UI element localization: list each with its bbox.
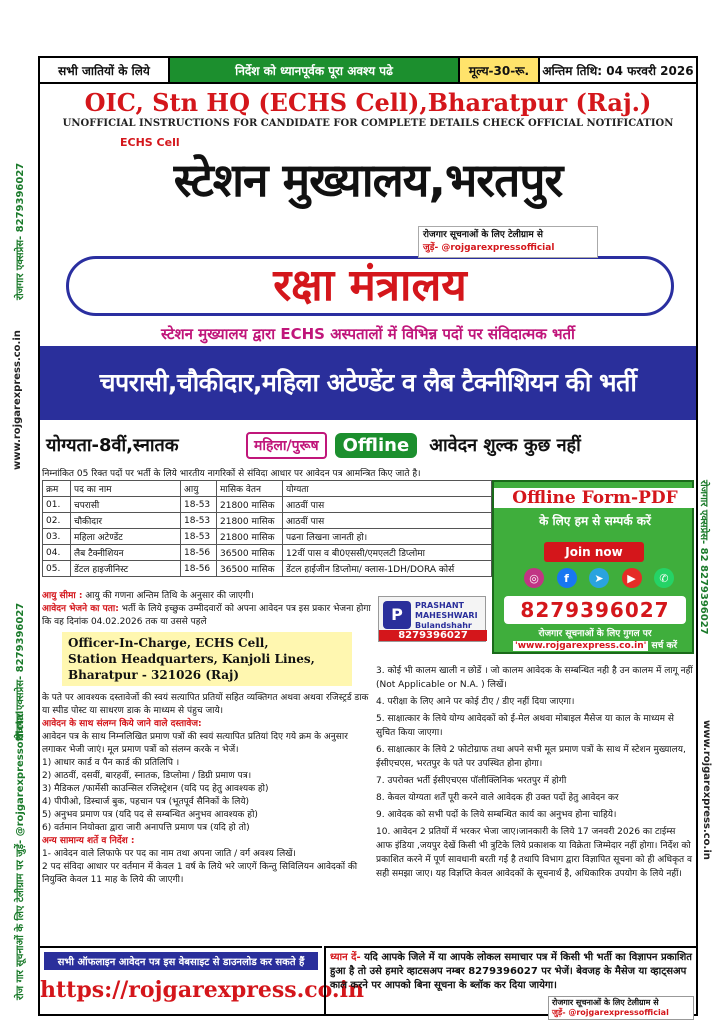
publisher-logo	[378, 596, 486, 642]
notice-label: ध्यान दें-	[330, 952, 361, 963]
fee-label: आवेदन शुल्क कुछ नहीं	[429, 435, 581, 456]
table-cell: 05.	[43, 561, 71, 577]
rule-item: 5. साक्षात्कार के लिये योग्य आवेदकों को ई-मेल अथवा मोबाइल मैसेज या काल के माध्यम से सुचित किया जाएगा।	[376, 714, 674, 738]
side-text-left-1: रोजगार एक्सप्रेस- 8279396027	[15, 162, 26, 300]
logo-mark-icon: P	[383, 601, 411, 629]
address-line-3: Bharatpur - 321026 (Raj)	[68, 668, 240, 682]
age-text: आयु की गणना अन्तिम तिथि के अनुसार की जाएगी।	[85, 591, 254, 601]
side-text-left-3: रोजगार एक्सप्रेस- 8279396027	[15, 602, 26, 740]
table-cell: आठवीं पास	[283, 497, 492, 513]
recruitment-subline: स्टेशन मुख्यालय द्वारा ECHS अस्पतालों में विभिन्न पदों पर संविदात्मक भर्ती	[161, 325, 575, 343]
address-line-1: Officer-In-Charge, ECHS Cell,	[68, 636, 269, 650]
send-label: आवेदन भेजने का पता:	[42, 604, 119, 614]
telegram-note	[418, 226, 598, 258]
table-row	[43, 545, 492, 561]
rule-item: 4. परीक्षा के लिए आने पर कोई टीए / डीए नहीं दिया जाएगा।	[376, 697, 575, 707]
th-age: आयु	[181, 481, 217, 497]
footer-telegram-line-1: रोजगार सूचनाओं के लिए टेलीग्राम से	[552, 998, 659, 1007]
th-salary: मासिक वेतन	[217, 481, 283, 497]
instagram-icon[interactable]: ◎	[524, 568, 544, 588]
footer-telegram-note	[548, 996, 694, 1020]
postal-address	[62, 632, 352, 686]
facebook-icon[interactable]: f	[557, 568, 577, 588]
application-info	[42, 590, 372, 629]
offline-form-sub: के लिए हम से सम्पर्क करें	[539, 514, 651, 528]
rule-item: 8. केवल योग्यता शर्तें पूरी करने वाले आवेदक ही उक्त पदों हेतु आवेदन कर	[376, 793, 619, 803]
rule-item: 2 पद संविदा आधार पर वर्तमान में केवल 1 वर्ष के लिये भरे जाएगें किन्तु सिविलियन आवेदकों की नियुक्ति केवल 11 माह के लिये की जाएगी।	[42, 862, 358, 885]
qualification-label: योग्यता-8वीं,स्नातक	[46, 435, 179, 456]
vacancy-table	[42, 480, 492, 577]
instruction-label: निर्देश को ध्यानपूर्वक पूरा अवश्य पढे	[170, 58, 460, 82]
table-cell: 01.	[43, 497, 71, 513]
table-cell: 36500 मासिक	[217, 561, 283, 577]
footer-telegram-line-2: जुड़ें- @rojgarexpressofficial	[552, 1008, 669, 1017]
side-text-right-2: www.rojgarexpress.co.in	[701, 720, 712, 860]
notice-text: यदि आपके जिले में या आपके लोकल समाचार पत्र में किसी भी भर्ती का विज्ञापन प्रकाशित हुआ है तो उसे हमारे व्हाटसअप नम्बर 8279396027 पर भेजें। बेवजह के मैसेज या व्हाट्सअप काल करने पर आपको बिना सूचना के ब्लॉक कर दिया जायेगा।	[330, 952, 693, 991]
table-row	[43, 513, 492, 529]
offline-form-title: Offline Form-PDF	[494, 488, 696, 508]
doc-item: 2) आठवीं, दसवीं, बारहवीं, स्नातक, डिप्लोमा / डिग्री प्रमाण पत्र।	[42, 771, 252, 781]
google-line: रोजगार सूचनाओं के लिए गुगल पर	[538, 629, 652, 639]
th-post: पद का नाम	[71, 481, 181, 497]
offline-form-box	[492, 480, 694, 654]
side-text-left-4: रोज गार सूचनाओं के लिए टेलीग्राम पर जुड़ें- @rojgarexpressofficial	[15, 710, 26, 1000]
table-cell: लैब टैक्नीशियन	[71, 545, 181, 561]
table-cell: 18-56	[181, 561, 217, 577]
price-label: मूल्य-30-रू.	[460, 58, 540, 82]
general-rules	[376, 664, 694, 884]
telegram-icon[interactable]: ➤	[589, 568, 609, 588]
social-icons	[524, 568, 674, 588]
doc-item: 3) मैडिकल /फार्मेसी काउन्सिल रजिस्ट्रेशन (यदि पद हेतु आवश्यक हो)	[42, 784, 269, 794]
mode-badge: Offline	[335, 433, 418, 458]
whatsapp-icon[interactable]: ✆	[654, 568, 674, 588]
intro-text: निम्नांकित 05 रिक्त पदों पर भर्ती के लिये भारतीय नागरिकों से संविदा आधार पर आवेदन पत्र आमन्त्रित किए जाते है।	[42, 469, 421, 479]
telegram-line-1: रोजगार सूचनाओं के लिए टेलीग्राम से	[423, 230, 543, 240]
last-date-label: अन्तिम तिथि: 04 फरवरी 2026	[542, 63, 694, 78]
posts-banner: चपरासी,चौकीदार,महिला अटेण्डेंट व लैब टैक्नीशियन की भर्ती	[40, 346, 696, 420]
table-cell: 18-53	[181, 529, 217, 545]
rule-item: 3. कोई भी कालम खाली न छोडें । जो कालम आवेदक के सम्बन्धित नही है उन कालम में लागू नहीं (Not Applicable or N.A. ) लिखें।	[376, 666, 693, 690]
table-cell: 18-56	[181, 545, 217, 561]
gender-badge: महिला/पुरूष	[246, 432, 327, 459]
telegram-line-2: जुड़ें- @rojgarexpressofficial	[423, 243, 555, 253]
table-cell: 18-53	[181, 513, 217, 529]
rule-item: 6. साक्षात्कार के लिये 2 फोटोग्राफ तथा अपने सभी मूल प्रमाण पत्रों के साथ में स्टेशन मुख्यालय, ईसीएचएस, भरतपुर के पते पर उपस्थित होना होगा।	[376, 745, 686, 769]
doc-item: 5) अनुभव प्रमाण पत्र (यदि पद से सम्बन्धित अनुभव आवश्यक हो)	[42, 810, 258, 820]
unofficial-note: UNOFFICIAL INSTRUCTIONS FOR CANDIDATE FOR COMPLETE DETAILS CHECK OFFICIAL NOTIFICATION	[62, 118, 674, 129]
rule-item: 9. आवेदक को सभी पदों के लिये सम्बन्धित कार्य का अनुभव होना चाहिये।	[376, 810, 617, 820]
website-link[interactable]: https://rojgarexpress.co.in	[40, 977, 364, 1003]
logo-phone: 8279396027	[379, 630, 487, 641]
google-search-note	[494, 628, 696, 652]
search-label: सर्च करें	[651, 641, 678, 651]
table-cell: डेंटल हाईजीन डिप्लोमा/ क्लास-1DH/DORA कोर्स	[283, 561, 492, 577]
table-row	[43, 529, 492, 545]
table-cell: चपरासी	[71, 497, 181, 513]
table-cell: 21800 मासिक	[217, 513, 283, 529]
caste-label: सभी जातियों के लिये	[40, 58, 170, 82]
table-header-row	[43, 481, 492, 497]
docs-text: आवेदन पत्र के साथ निम्नलिखित प्रमाण पत्रों की स्वयं सत्यापित प्रतियां दिए गये क्रम के अनुसार लगाकर भेजी जाएं। मूल प्रमाण पत्रों को संलग्न करके न भेजें।	[42, 732, 348, 755]
table-row	[43, 561, 492, 577]
th-sno: क्रम	[43, 481, 71, 497]
table-cell: 04.	[43, 545, 71, 561]
top-bar	[40, 58, 696, 84]
documents-section	[42, 692, 372, 887]
table-cell: 03.	[43, 529, 71, 545]
th-qualification: योग्यता	[283, 481, 492, 497]
download-note: सभी ऑफलाइन आवेदन पत्र इस वेबसाइट से डाउनलोड कर सकते हैं	[44, 952, 318, 970]
join-now-button[interactable]: Join now	[544, 542, 644, 562]
table-row	[43, 497, 492, 513]
doc-item: 1) आधार कार्ड व पैन कार्ड की प्रतिलिपि ।	[42, 758, 180, 768]
send-text: भर्ती के लिये इच्छुक उम्मीदवारों को अपना आवेदन पत्र इस प्रकार भेजना होगा कि वह दिनांक 04.02.2026 तक या उससे पहले	[42, 604, 371, 627]
station-title: स्टेशन मुख्यालय,भरतपुर	[173, 153, 563, 207]
table-cell: 21800 मासिक	[217, 529, 283, 545]
address-line-2: Station Headquarters, Kanjoli Lines,	[68, 652, 315, 666]
side-text-right-1: रोजगार एक्सप्रेस- 82 8279396027	[698, 480, 709, 635]
echs-cell-label: ECHS Cell	[120, 136, 180, 149]
badges-row	[40, 428, 696, 462]
ministry-title: रक्षा मंत्रालय	[66, 256, 674, 316]
table-cell: 12वीं पास व बी0एससी/एमएलटी डिप्लोमा	[283, 545, 492, 561]
side-text-left-2: www.rojgarexpress.co.in	[12, 330, 23, 470]
doc-item: 4) पीपीओ, डिस्चार्ज बुक, पहचान पत्र (भूतपूर्व सैनिकों के लिये)	[42, 797, 250, 807]
rule-item: 10. आवेदन 2 प्रतियों में भरकर भेजा जाए।जानकारी के लिये 17 जनवरी 2026 का टाईम्स आफ इंडिया ,जयपुर देखें किसी भी त्रुटिके लिये प्रकाशक या विक्रेता जिम्मेदार नहीं होगा। निर्देश को प्रकाशित करने में पूर्ण सावधानी बरती गई है तथापि विभाग द्वारा विज्ञापित सूचना को ही अधिकृत व सही समझा जाए। यह विज्ञप्ति केवल आवेदकों के सूचनार्थ है, अधिकारिक उपयोग के लिये नहीं।	[376, 827, 692, 879]
rule-item: 7. उपरोक्त भर्ती ईसीएचएस पॉलीक्लिनिक भरतपुर में होगी	[376, 776, 567, 786]
table-cell: 02.	[43, 513, 71, 529]
table-cell: डेंटल हाइजीनिस्ट	[71, 561, 181, 577]
rule-item: 1- आवेदन वाले लिफाफे पर पद का नाम तथा अपना जाति / वर्ग अवश्य लिखें।	[42, 849, 296, 859]
age-label: आयु सीमा :	[42, 591, 83, 601]
doc-item: 6) वर्तमान नियोक्ता द्वारा जारी अनापत्ति प्रमाण पत्र (यदि हो तो)	[42, 823, 250, 833]
table-cell: 18-53	[181, 497, 217, 513]
table-cell: 36500 मासिक	[217, 545, 283, 561]
youtube-icon[interactable]: ▶	[622, 568, 642, 588]
org-title: OIC, Stn HQ (ECHS Cell),Bharatpur (Raj.)	[84, 88, 652, 117]
table-cell: पढना लिखना जानती हो।	[283, 529, 492, 545]
logo-name: PRASHANT MAHESHWARI Bulandshahr	[415, 601, 478, 630]
website-url[interactable]: 'www.rojgarexpress.co.in'	[514, 641, 647, 651]
after-address-text: के पते पर आवश्यक दस्तावेजों की स्वयं सत्यापित प्रतियों सहित व्यक्तिगत अथवा अथवा रजिस्ट्रर्ड डाक या स्पीड पोस्ट या साधरण डाक के माध्यम से पंहुच जाये।	[42, 693, 369, 716]
table-cell: चौकीदार	[71, 513, 181, 529]
table-cell: महिला अटेण्डेंट	[71, 529, 181, 545]
docs-label: आवेदन के साथ संलग्न किये जाने वाले दस्तावेज:	[42, 719, 202, 729]
phone-number[interactable]: 8279396027	[504, 596, 686, 624]
table-cell: आठवीं पास	[283, 513, 492, 529]
rules-label: अन्य सामान्य शर्ते व निर्देश :	[42, 836, 135, 846]
table-cell: 21800 मासिक	[217, 497, 283, 513]
